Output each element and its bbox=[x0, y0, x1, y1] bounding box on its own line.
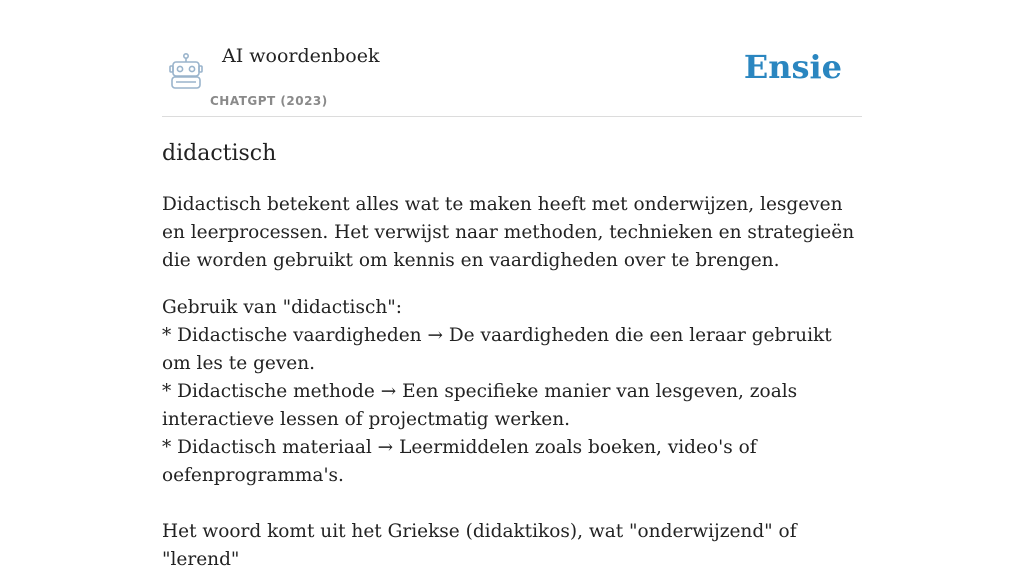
page bbox=[162, 0, 862, 574]
definition-text: Didactisch betekent alles wat te maken heeft met onderwijzen, lesgeven en leerprocessen. Het verwijst naar methoden, technieken en strategieën die worden gebruikt om kennis en vaardigheden over te brengen. bbox=[162, 194, 855, 271]
brand-logo[interactable]: Ensie bbox=[743, 48, 842, 86]
dictionary-title: AI woordenboek bbox=[222, 45, 380, 67]
entry-term: didactisch bbox=[162, 141, 277, 166]
usage-section bbox=[162, 294, 862, 490]
usage-item: * Didactisch materiaal → Leermiddelen zoals boeken, video's of oefenprogramma's. bbox=[162, 437, 757, 486]
usage-item: * Didactische vaardigheden → De vaardigheden die een leraar gebruikt om les te geven. bbox=[162, 325, 832, 374]
robot-icon bbox=[166, 52, 206, 90]
usage-heading: Gebruik van "didactisch": bbox=[162, 297, 402, 318]
header bbox=[162, 0, 862, 117]
dictionary-source: CHATGPT (2023) bbox=[210, 94, 328, 108]
entry-content bbox=[162, 191, 862, 574]
origin-text: Het woord komt uit het Griekse (didaktikos), wat "onderwijzend" of "lerend" bbox=[162, 521, 797, 570]
usage-item: * Didactische methode → Een specifieke manier van lesgeven, zoals interactieve lessen of projectmatig werken. bbox=[162, 381, 798, 430]
